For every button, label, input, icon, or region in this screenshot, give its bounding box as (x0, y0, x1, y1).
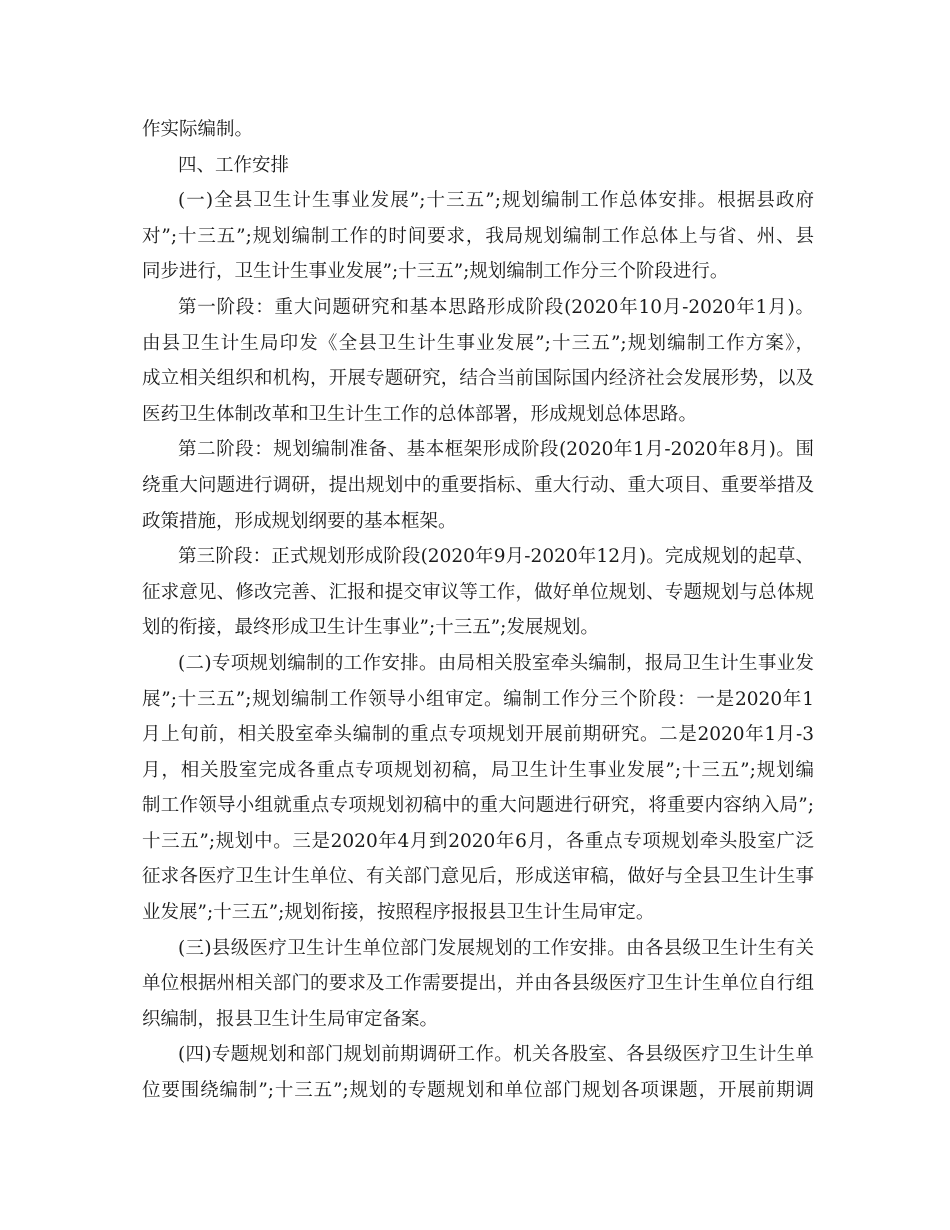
text-line: 第二阶段：规划编制准备、基本框架形成阶段(2020年1月-2020年8月)。围 (178, 439, 814, 461)
text-line: 月上旬前，相关股室牵头编制的重点专项规划开展前期研究。二是2020年1月-3 (142, 724, 814, 746)
text-line: 作实际编制。 (142, 119, 254, 140)
text-line: (四)专题规划和部门规划前期调研工作。机关各股室、各县级医疗卫生计生单 (178, 1044, 814, 1066)
text-line: 月，相关股室完成各重点专项规划初稿，局卫生计生事业发展”;十三五”;规划编 (142, 759, 814, 781)
text-line: (一)全县卫生计生事业发展”;十三五”;规划编制工作总体安排。根据县政府 (178, 190, 814, 212)
text-line: 十三五”;规划中。三是2020年4月到2020年6月，各重点专项规划牵头股室广泛 (142, 830, 814, 852)
text-line: 位要围绕编制”;十三五”;规划的专题规划和单位部门规划各项课题，开展前期调 (142, 1080, 814, 1102)
text-line: 对”;十三五”;规划编制工作的时间要求，我局规划编制工作总体上与省、州、县 (142, 225, 814, 247)
text-line: 四、工作安排 (178, 154, 290, 176)
text-line: 征求意见、修改完善、汇报和提交审议等工作，做好单位规划、专题规划与总体规 (142, 581, 814, 603)
text-line: 业发展”;十三五”;规划衔接，按照程序报报县卫生计生局审定。 (142, 902, 655, 924)
text-line: 划的衔接，最终形成卫生计生事业”;十三五”;发展规划。 (142, 617, 599, 639)
document-body (142, 112, 814, 1109)
text-line: 单位根据州相关部门的要求及工作需要提出，并由各县级医疗卫生计生单位自行组 (142, 973, 814, 995)
text-line: 展”;十三五”;规划编制工作领导小组审定。编制工作分三个阶段：一是2020年1 (142, 688, 814, 710)
text-line: 织编制，报县卫生计生局审定备案。 (142, 1008, 439, 1030)
text-line: (二)专项规划编制的工作安排。由局相关股室牵头编制，报局卫生计生事业发 (178, 652, 814, 674)
text-line: 同步进行，卫生计生事业发展”;十三五”;规划编制工作分三个阶段进行。 (142, 261, 729, 283)
text-line: 医药卫生体制改革和卫生计生工作的总体部署，形成规划总体思路。 (142, 403, 698, 425)
text-line: 成立相关组织和机构，开展专题研究，结合当前国际国内经济社会发展形势，以及 (142, 368, 814, 390)
text-line: 政策措施，形成规划纲要的基本框架。 (142, 510, 457, 532)
text-line: 第三阶段：正式规划形成阶段(2020年9月-2020年12月)。完成规划的起草、 (178, 546, 814, 568)
text-line: 由县卫生计生局印发《全县卫生计生事业发展”;十三五”;规划编制工作方案》， (142, 332, 814, 354)
text-line: 制工作领导小组就重点专项规划初稿中的重大问题进行研究，将重要内容纳入局”; (142, 795, 814, 817)
text-line: 第一阶段：重大问题研究和基本思路形成阶段(2020年10月-2020年1月)。 (178, 296, 814, 318)
text-line: (三)县级医疗卫生计生单位部门发展规划的工作安排。由各县级卫生计生有关 (178, 937, 814, 959)
text-line: 绕重大问题进行调研，提出规划中的重要指标、重大行动、重大项目、重要举措及 (142, 474, 814, 496)
text-line: 征求各医疗卫生计生单位、有关部门意见后，形成送审稿，做好与全县卫生计生事 (142, 866, 814, 888)
